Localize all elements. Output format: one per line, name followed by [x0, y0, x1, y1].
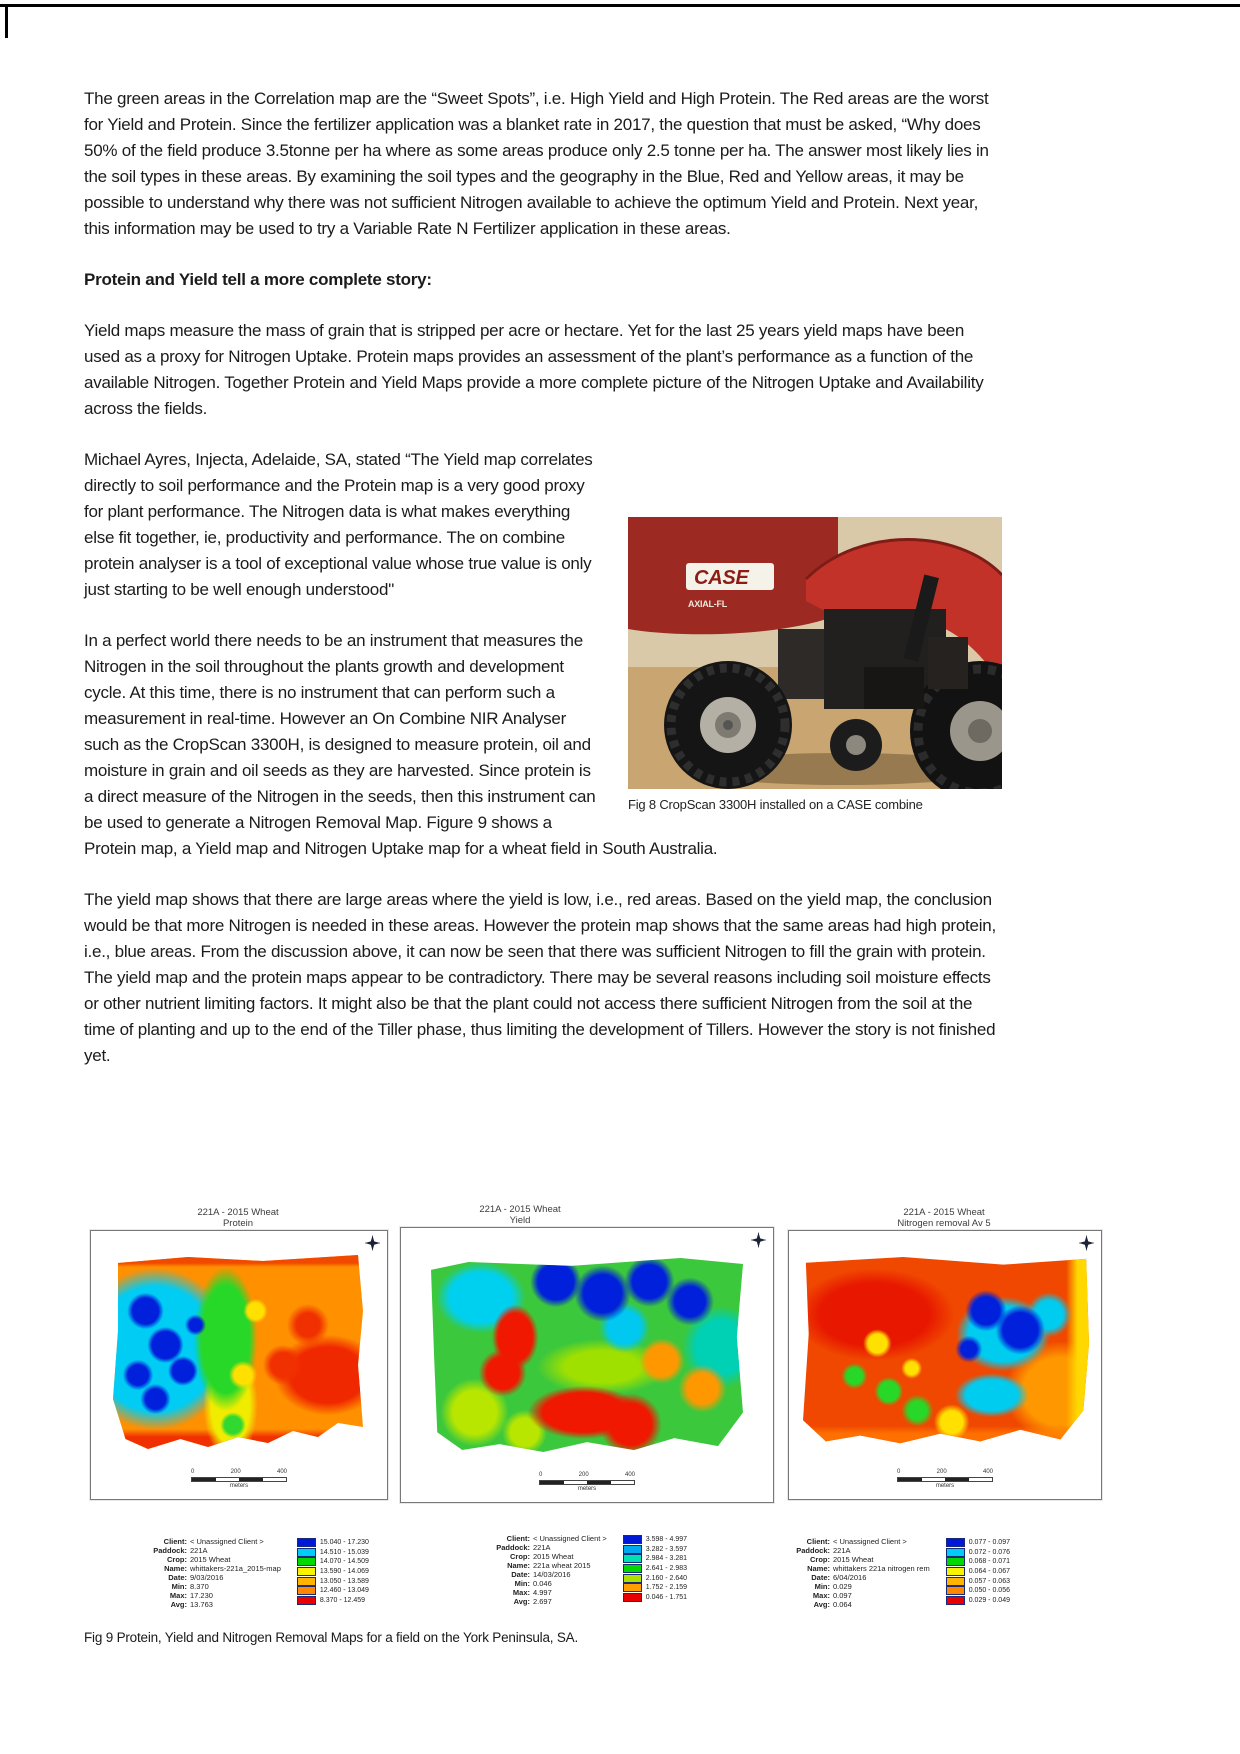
legend-swatch [623, 1593, 642, 1602]
case-logo-text: CASE [694, 567, 749, 589]
legend-swatch [623, 1564, 642, 1573]
legend-swatch [297, 1548, 316, 1557]
fig9-caption: Fig 9 Protein, Yield and Nitrogen Removal Maps for a field on the York Peninsula, SA. [84, 1630, 579, 1645]
section-heading: Protein and Yield tell a more complete story: [84, 270, 432, 289]
paragraph-yield-maps: Yield maps measure the mass of grain that is stripped per acre or hectare. Yet for the last 25 years yield maps have been used as a proxy for Nitrogen Uptake. Protein maps provides an assessment of the plant’s performance as a function of the available Nitrogen. Together Protein and Yield Maps provide a more complete picture of the Nitrogen Uptake and Availability across the fields. [84, 321, 984, 418]
page-border-left [5, 4, 8, 38]
legend-swatch [946, 1567, 965, 1576]
yield-map-legend [476, 1534, 687, 1606]
nitrogen-map-legend [776, 1537, 1010, 1609]
fig8-combine-figure [628, 517, 1002, 813]
legend-swatch [623, 1574, 642, 1583]
article-body [84, 86, 1002, 1094]
paragraph-correlation-map: The green areas in the Correlation map are the “Sweet Spots”, i.e. High Yield and High Protein. The Red areas are the worst for Yield and Protein. Since the fertilizer application was a blanket rate in 2017, the question that must be asked, “Why does 50% of the field produce 3.5tonne per ha where as some areas produce only 2.5 tonne per ha. The answer most likely lies in the soil types in these areas. By examining the soil types and the geography in the Blue, Red and Yellow areas, it may be possible to understand why there was not sufficient Nitrogen available to achieve the optimum Yield and Protein. Next year, this information may be used to try a Variable Rate N Fertilizer application in these areas. [84, 89, 989, 238]
paragraph-yield-map-discussion: The yield map shows that there are large areas where the yield is low, i.e., red areas. Based on the yield map, the conclusion would be that more Nitrogen is needed in these areas. However the protein map shows that the same areas had high protein, i.e., blue areas. From the discussion above, it can now be seen that there was sufficient Nitrogen to fill the grain with protein. The yield map and the protein maps appear to be contradictory. There may be several reasons including soil moisture effects or other nutrient limiting factors. It might also be that the plant could not access there sufficient Nitrogen from the soil at the time of planting and up to the end of the Tiller phase, thus limiting the development of Tillers. However the story is not finished yet. [84, 890, 996, 1065]
map-panel-protein [90, 1230, 388, 1500]
map2-title: 221A - 2015 Wheat Yield [479, 1204, 561, 1226]
legend-info: Client: < Unassigned Client > Paddock: 221A Crop: 2015 Wheat Name: whittakers-221a_2015-map Date: 9/03/2016 Min: 8.370 Max: 17.230 Avg: 13.763 [153, 1537, 281, 1609]
legend-info: Client: < Unassigned Client > Paddock: 221A Crop: 2015 Wheat Name: whittakers 221a nitrogen rem Date: 6/04/2016 Min: 0.029 Max: 0.097 Avg: 0.064 [796, 1537, 930, 1609]
paragraph-michael-ayres-quote: Michael Ayres, Injecta, Adelaide, SA, stated “The Yield map correlates directly to soil performance and the Protein map is a very good proxy for plant performance. The Nitrogen data is what makes everything else fit together, ie, productivity and performance. The on combine protein analyser is a tool of exceptional value whose true value is only just starting to be well enough understood" [84, 450, 593, 599]
legend-swatch [623, 1535, 642, 1544]
compass-icon [751, 1232, 766, 1248]
protein-heatmap [113, 1255, 363, 1455]
combine-mid-wheel [830, 719, 882, 771]
paragraph-perfect-world: In a perfect world there needs to be an instrument that measures the Nitrogen in the soil throughout the plants growth and development cycle. At this time, there is no instrument that can perform such a measurement in real-time. However an On Combine NIR Analyser such as the CropScan 3300H, is designed to measure protein, oil and moisture in grain and oil seeds as they are harvested. Since protein is a direct measure of the Nitrogen in the seeds, then this instrument can be used to generate a Nitrogen Removal Map. Figure 9 shows a Protein map, a Yield map and Nitrogen Uptake map for a wheat field in South Australia. [84, 631, 718, 858]
legend-swatch [946, 1586, 965, 1595]
legend-info: Client: < Unassigned Client > Paddock: 221A Crop: 2015 Wheat Name: 221a wheat 2015 Date: 14/03/2016 Min: 0.046 Max: 4.997 Avg: 2.697 [496, 1534, 607, 1606]
legend-swatch [946, 1538, 965, 1547]
axial-flow-text: AXIAL-FL [688, 599, 727, 609]
combine-left-wheel [664, 661, 792, 789]
legend-swatch [297, 1538, 316, 1547]
fig8-caption: Fig 8 CropScan 3300H installed on a CASE combine [628, 797, 923, 812]
legend-swatch [623, 1583, 642, 1592]
legend-swatch [297, 1577, 316, 1586]
legend-swatch [297, 1586, 316, 1595]
legend-swatch [623, 1545, 642, 1554]
legend-color-ranges: 3.598 - 4.997 3.282 - 3.597 2.984 - 3.281 2.641 - 2.983 2.160 - 2.640 1.752 - 2.159 0.046 - 1.751 [623, 1534, 687, 1606]
map1-title: 221A - 2015 Wheat Protein [197, 1207, 279, 1229]
legend-swatch [297, 1557, 316, 1566]
map-scalebar: 0 200 400 meters [897, 1469, 993, 1489]
legend-color-ranges: 0.077 - 0.097 0.072 - 0.076 0.068 - 0.071 0.064 - 0.067 0.057 - 0.063 0.050 - 0.056 0.029 - 0.049 [946, 1537, 1010, 1609]
legend-swatch [297, 1596, 316, 1605]
map-panel-yield [400, 1227, 774, 1503]
legend-swatch [946, 1596, 965, 1605]
legend-swatch [297, 1567, 316, 1576]
legend-swatch [946, 1548, 965, 1557]
yield-heatmap [431, 1258, 743, 1456]
legend-swatch [946, 1577, 965, 1586]
nitrogen-removal-heatmap [803, 1257, 1089, 1449]
legend-swatch [623, 1554, 642, 1563]
map-scalebar: 0 200 400 meters [539, 1472, 635, 1492]
page-border-top [0, 4, 1240, 7]
compass-icon [1079, 1235, 1094, 1251]
legend-swatch [946, 1557, 965, 1566]
legend-color-ranges: 15.040 - 17.230 14.510 - 15.039 14.070 - 14.509 13.590 - 14.069 13.050 - 13.589 12.460 - 13.049 8.370 - 12.459 [297, 1537, 369, 1609]
map3-title: 221A - 2015 Wheat Nitrogen removal Av 5 [897, 1207, 991, 1229]
protein-map-legend [133, 1537, 369, 1609]
map-scalebar: 0 200 400 meters [191, 1469, 287, 1489]
compass-icon [365, 1235, 380, 1251]
map-panel-nitrogen-removal [788, 1230, 1102, 1500]
combine-photo [628, 517, 1002, 789]
